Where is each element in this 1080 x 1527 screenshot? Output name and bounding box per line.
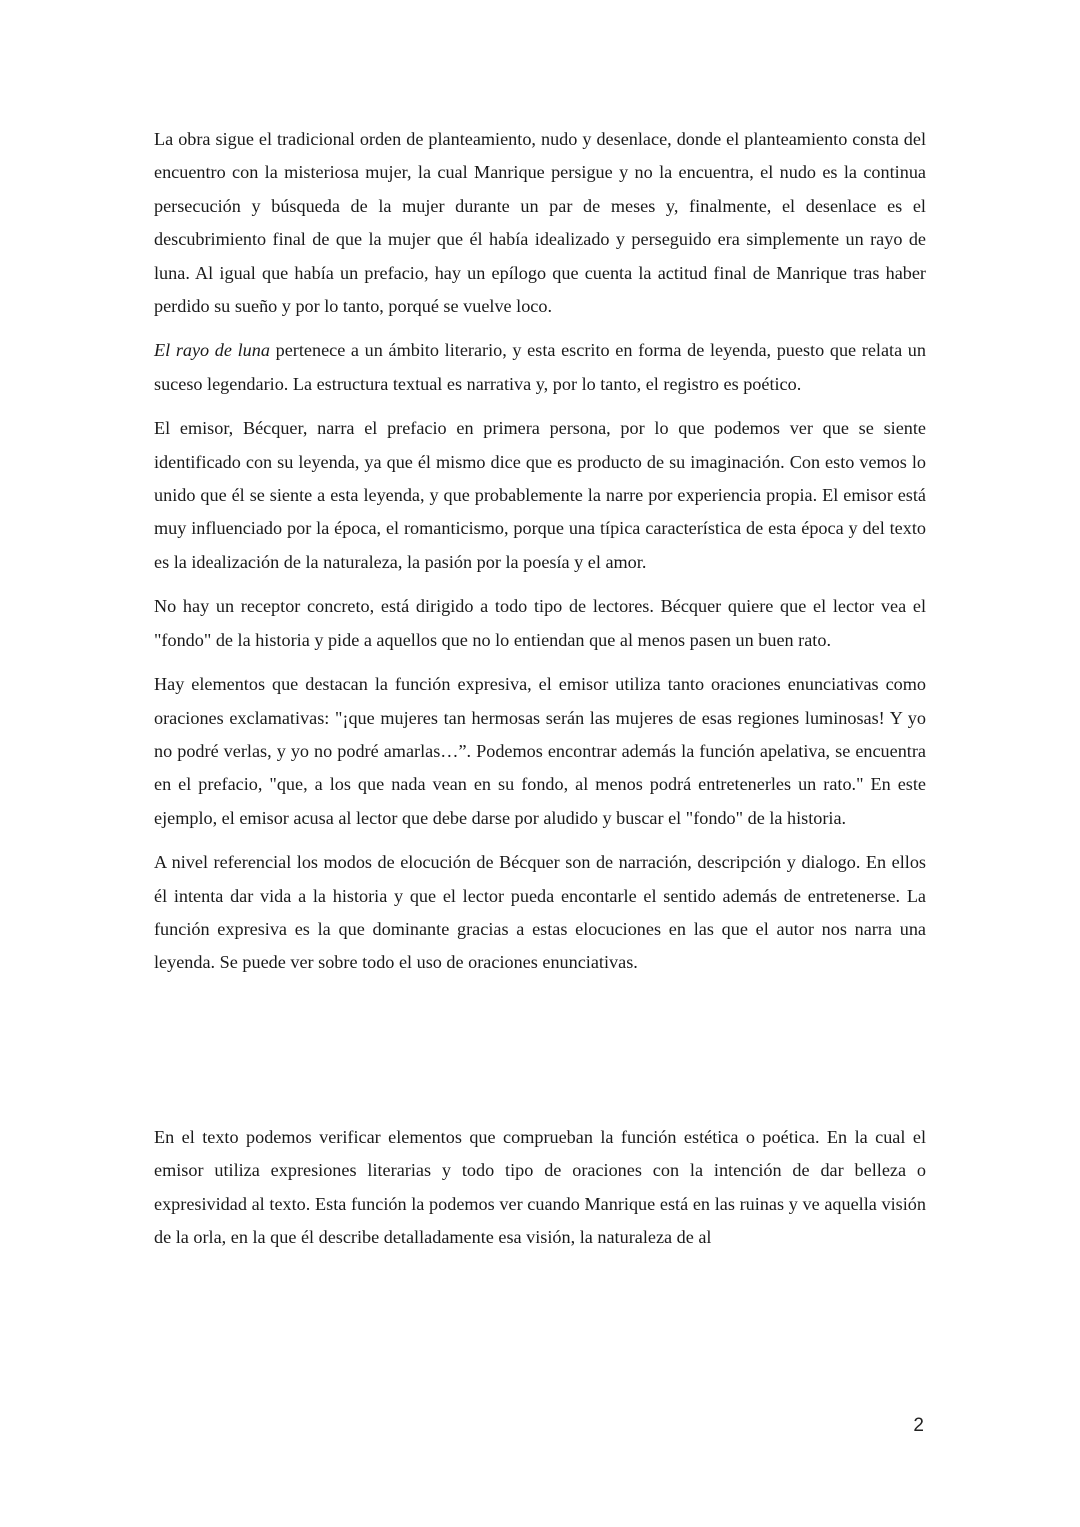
paragraph-poetic-function: En el texto podemos verificar elementos que comprueban la función estética o poética. En la cual el emisor utiliza expresiones literarias y todo tipo de oraciones con la intención de dar belleza o expresividad al texto. Esta función la podemos ver cuando Manrique está en las ruinas y ve aquella visión de la orla, en la que él describe detalladamente esa visión, la naturaleza de al [154,1126,926,1247]
paragraph-expressive-function: Hay elementos que destacan la función expresiva, el emisor utiliza tanto oraciones enunciativas como oraciones exclamativas: "¡que mujeres tan hermosas serán las mujeres de esas regiones luminosas! Y yo no podré verlas, y yo no podré amarlas…”. Podemos encontrar además la función apelativa, se encuentra en el prefacio, "que, a los que nada vean en su fondo, al menos podrá entretenerles un rato." En este ejemplo, el emisor acusa al lector que debe darse por aludido y buscar el "fondo" de la historia. [154,674,926,828]
page-number: 2 [913,1415,924,1436]
paragraph-structure: La obra sigue el tradicional orden de planteamiento, nudo y desenlace, donde el planteamiento consta del encuentro con la misteriosa mujer, la cual Manrique persigue y no la encuentra, el nudo es la continua persecución y búsqueda de la mujer durante un par de meses y, finalmente, el desenlace es el descubrimiento final de que la mujer que él había idealizado y perseguido era simplemente un rayo de luna. Al igual que había un prefacio, hay un epílogo que cuenta la actitud final de Manrique tras haber perdido su sueño y por lo tanto, porqué se vuelve loco. [154,129,926,317]
work-title: El rayo de luna [154,340,270,361]
paragraph-receiver: No hay un receptor concreto, está dirigido a todo tipo de lectores. Bécquer quiere que el lector vea el "fondo" de la historia y pide a aquellos que no lo entiendan que al menos pasen un buen rato. [154,596,926,650]
section-gap [154,991,926,1121]
paragraph-referential: A nivel referencial los modos de elocución de Bécquer son de narración, descripción y dialogo. En ellos él intenta dar vida a la historia y que el lector pueda encontarle el sentido además de entretenerse. La función expresiva es la que dominante gracias a estas elocuciones en las que el autor nos narra una leyenda. Se puede ver sobre todo el uso de oraciones enunciativas. [154,852,926,973]
paragraph-emitter: El emisor, Bécquer, narra el prefacio en primera persona, por lo que podemos ver que se siente identificado con su leyenda, ya que él mismo dice que es producto de su imaginación. Con esto vemos lo unido que él se siente a esta leyenda, y que probablemente la narre por experiencia propia. El emisor está muy influenciado por la época, el romanticismo, porque una típica característica de esta época y del texto es la idealización de la naturaleza, la pasión por la poesía y el amor. [154,418,926,572]
paragraph-literary-scope-text: pertenece a un ámbito literario, y esta escrito en forma de leyenda, puesto que relata un suceso legendario. La estructura textual es narrativa y, por lo tanto, el registro es poético. [154,340,926,394]
paragraph-literary-scope [154,334,926,401]
body-text [154,123,926,1265]
